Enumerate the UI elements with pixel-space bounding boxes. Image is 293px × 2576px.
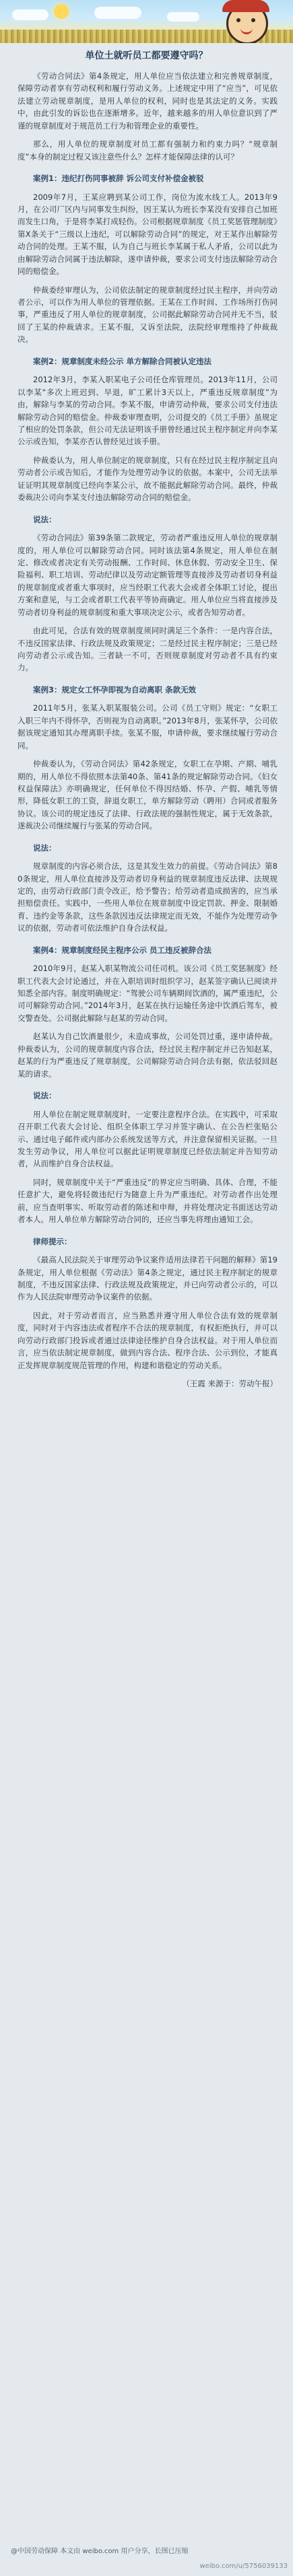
cloud-icon xyxy=(12,9,48,20)
section-heading: 案例1：违纪打伤同事被辞 诉公司支付补偿金被驳 xyxy=(33,174,204,184)
paragraph: 规章制度的内容必须合法，这是其发生效力的前提。《劳动合同法》第80条规定，用人单位直接涉及劳动者切身利益的规章制度违反法律、法规规定的，由劳动行政部门责令改正，给予警告；给劳动者造成损害的，应当承担赔偿责任。实践中，一些用人单位在规章制度中设定罚款、押金、限制婚育、违约金等条款，这些条款因违反法律规定而无效，不能作为处理劳动争议的依据，劳动者可依法维护自身合法权益。 xyxy=(18,861,278,933)
paragraph: 同时，规章制度中关于“严重违反”的界定应当明确、具体、合理，不能任意扩大，避免将轻微违纪行为随意上升为严重违纪。对劳动者作出处理前，应当查明事实、听取劳动者的陈述和申辩，并将处理决定书面送达劳动者本人。用人单位单方解除劳动合同的，还应当事先将理由通知工会。 xyxy=(18,1177,278,1225)
paragraph: 那么，用人单位的规章制度对员工都有强制力和约束力吗？“规章制度”本身的制定过程又该注意些什么？怎样才能保障法律的认可？ xyxy=(18,139,278,162)
paragraph: 2010年9月，赵某入职某物流公司任司机。该公司《员工奖惩制度》经职工代表大会讨论通过，并在入职培训时组织学习，赵某签字确认已阅读并知悉全部内容。制度明确规定：“驾驶公司车辆期间饮酒的，属严重违纪，公司可解除劳动合同。”2014年3月，赵某在执行运输任务途中饮酒后驾车，被交警查处。公司据此解除与赵某的劳动合同。 xyxy=(18,964,278,1023)
share-footer: @中国劳动保障 本文由 weibo.com 用户分享，长图已压缩 xyxy=(11,2548,189,2555)
section-heading: 说法： xyxy=(33,1091,57,1101)
paragraph: 2012年3月，李某入职某电子公司任仓库管理员。2013年11月，公司以李某“多次上班迟到、早退，旷工累计3天以上，严重违反规章制度”为由，解除与李某的劳动合同。李某不服，申请劳动仲裁，要求公司支付违法解除劳动合同的赔偿金。仲裁委审理查明，公司提交的《员工手册》虽规定了相应的处罚条款，但公司无法证明该手册曾经通过民主程序制定并向李某公示或告知，李某亦否认曾经见过该手册。 xyxy=(18,375,278,447)
section-heading: 案例3：规定女工怀孕即视为自动离职 条款无效 xyxy=(33,684,197,694)
paragraph: 仲裁委经审理认为，公司依法制定的规章制度经过民主程序，并向劳动者公示，可以作为用人单位的管理依据。王某在工作时间、工作场所打伤同事，严重违反了用人单位的规章制度，公司据此解除劳动合同并无不当，驳回了王某的仲裁请求。王某不服，又诉至法院，法院经审理维持了仲裁裁决。 xyxy=(18,285,278,345)
section-heading: 律师提示： xyxy=(33,1236,72,1246)
paragraph: 仲裁委认为，《劳动合同法》第42条规定，女职工在孕期、产期、哺乳期的，用人单位不得依照本法第40条、第41条的规定解除劳动合同。《妇女权益保障法》亦明确规定，任何单位不得因结婚、怀孕、产假、哺乳等情形，降低女职工的工资，辞退女职工，单方解除劳动（聘用）合同或者服务协议。该公司的规定违反了法律、行政法规的强制性规定，属于无效条款，遂裁决公司继续履行与张某的劳动合同。 xyxy=(18,759,278,831)
paragraph: 2011年5月，张某入职某服装公司。公司《员工守则》规定：“女职工入职三年内不得怀孕，否则视为自动离职。”2013年8月，张某怀孕，公司依据该规定通知其办理离职手续。张某不服，申请仲裁，要求继续履行劳动合同。 xyxy=(18,703,278,750)
byline: （王霞 来源于：劳动午报） xyxy=(182,1379,278,1389)
paragraph: 2009年7月，王某应聘到某公司工作，岗位为流水线工人。2013年9月，在公司厂区内与同事发生纠纷，因王某认为班长李某没有安排自己加班而发生口角，于是将李某打成轻伤。公司根据规章制度《员工奖惩管理制度》第X条关于“三级以上违纪，可以解除劳动合同”的规定，对王某作出解除劳动合同的处理。王某不服，认为自己与班长李某属于私人矛盾，公司以此为由解除劳动合同属于违法解除，遂申请仲裁，要求公司支付违法解除劳动合同的赔偿金。 xyxy=(18,192,278,277)
sun-icon xyxy=(54,4,69,19)
article-body xyxy=(18,70,278,1396)
cloud-icon xyxy=(94,7,141,19)
paragraph: 《最高人民法院关于审理劳动争议案件适用法律若干问题的解释》第19条规定，用人单位根据《劳动法》第4条之规定，通过民主程序制定的规章制度，不违反国家法律、行政法规及政策规定，并已向劳动者公示的，可以作为人民法院审理劳动争议案件的依据。 xyxy=(18,1255,278,1302)
article-title: 单位土就听员工都要遵守吗？ xyxy=(85,50,208,61)
section-heading: 说法： xyxy=(33,843,57,853)
paragraph: 因此，对于劳动者而言，应当熟悉并遵守用人单位合法有效的规章制度，同时对于内容违法或者程序不合法的规章制度，有权拒绝执行，并可以向劳动行政部门投诉或者通过法律途径维护自身合法权益。对于用人单位而言，应当依法制定规章制度，做到内容合法、程序合法、公示到位，才能真正发挥规章制度规范管理的作用，构建和谐稳定的劳动关系。 xyxy=(18,1310,278,1370)
section-heading: 说法： xyxy=(33,514,57,524)
section-heading: 案例2：规章制度未经公示 单方解除合同被认定违法 xyxy=(33,356,212,366)
section-heading: 案例4：规章制度经民主程序公示 员工违反被辞合法 xyxy=(33,945,212,955)
paragraph: 用人单位在制定规章制度时，一定要注意程序合法。在实践中，可采取召开职工代表大会讨论、组织全体职工学习并签字确认、在公告栏张贴公示、通过电子邮件或内部办公系统发送等方式，并注意保留相关证据。一旦发生劳动争议，用人单位可以据此证明规章制度已经依法制定并告知劳动者，从而维护自身合法权益。 xyxy=(18,1109,278,1169)
paragraph: 仲裁委认为，用人单位制定的规章制度，只有在经过民主程序制定且向劳动者公示或告知后，才能作为处理劳动争议的依据。本案中，公司无法举证证明其规章制度已经向李某公示，故不能据此解除劳动合同。最终，仲裁委裁决公司向李某支付违法解除劳动合同的赔偿金。 xyxy=(18,455,278,503)
paragraph: 《劳动合同法》第4条规定，用人单位应当依法建立和完善规章制度，保障劳动者享有劳动权利和履行劳动义务。上述规定中用了“应当”，可见依法建立劳动规章制度，是用人单位的权利，同时也是其法定的义务。实践中，由此引发的诉讼也在逐渐增多。近年，越来越多的用人单位意识到了严谨的规章制度对于规范员工行为和管理企业的重要性。 xyxy=(18,71,278,131)
header-banner xyxy=(0,0,293,43)
mascot-hat xyxy=(222,0,269,12)
paragraph: 由此可见，合法有效的规章制度须同时满足三个条件：一是内容合法，不违反国家法律、行政法规及政策规定；二是经过民主程序制定；三是已经向劳动者公示或告知。三者缺一不可，否则规章制度对劳动者不具有约束力。 xyxy=(18,626,278,673)
paragraph: 《劳动合同法》第39条第二款规定，劳动者严重违反用人单位的规章制度的，用人单位可以解除劳动合同。同时该法第4条规定，用人单位在制定、修改或者决定有关劳动报酬、工作时间、休息休假、劳动安全卫生、保险福利、职工培训、劳动纪律以及劳动定额管理等直接涉及劳动者切身利益的规章制度或者重大事项时，应当经职工代表大会或者全体职工讨论，提出方案和意见，与工会或者职工代表平等协商确定。用人单位应当将直接涉及劳动者切身利益的规章制度和重大事项决定公示，或者告知劳动者。 xyxy=(18,533,278,617)
cloud-icon xyxy=(167,12,199,22)
paragraph: 赵某认为自己饮酒量很少，未造成事故，公司处罚过重，遂申请仲裁。仲裁委认为，公司的规章制度内容合法，经过民主程序制定并已告知赵某，赵某的行为严重违反了规章制度，公司解除劳动合同合法有据，依法驳回赵某的请求。 xyxy=(18,1032,278,1079)
watermark: weibo.com/u/5756039133 xyxy=(199,2563,288,2570)
